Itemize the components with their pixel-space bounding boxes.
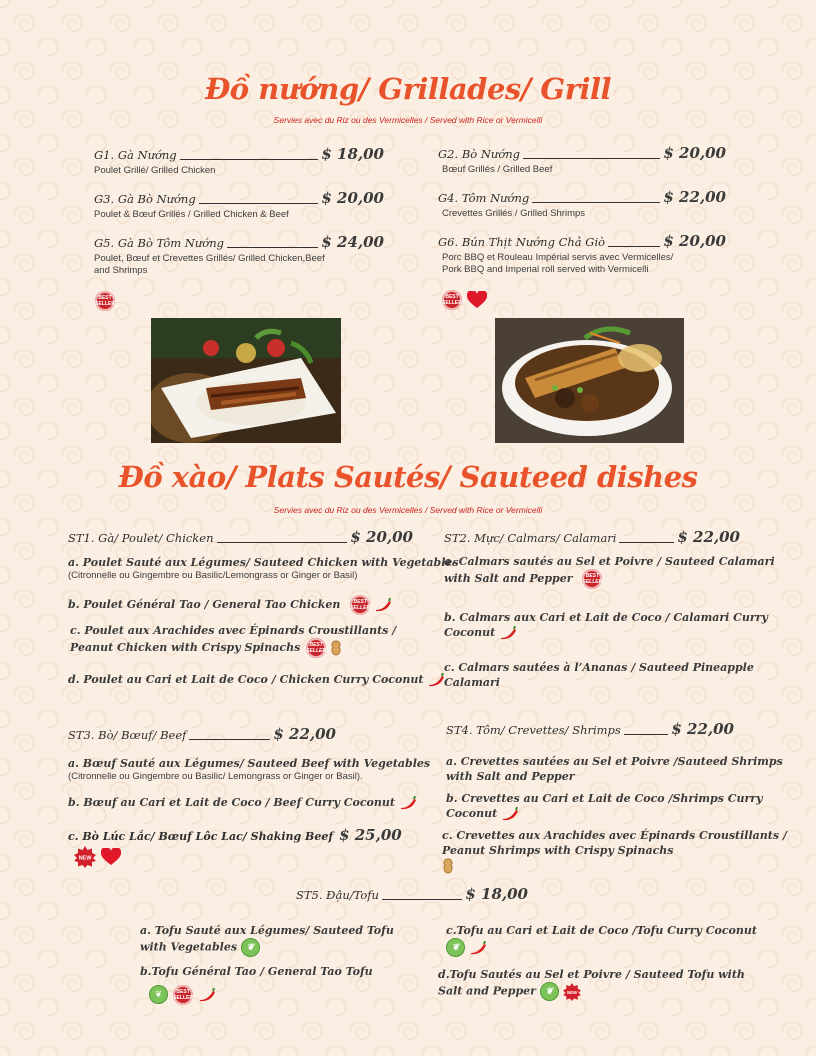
dot-leader [382,899,462,900]
st1-option-c[interactable] [70,623,396,658]
dot-leader [227,247,318,248]
dot-leader [180,159,319,160]
st1-option-b[interactable] [68,595,392,615]
st1-option-a[interactable] [68,555,459,582]
dot-leader [619,542,674,543]
best-seller-badge-icon: BEST SELLER [582,569,602,589]
menu-item-g5[interactable] [94,233,384,277]
option-label: a. Poulet Sauté aux Légumes/ Sauteed Chicken with Vegetables [68,556,459,569]
item-name: ST5. Đậu/Tofu [296,888,379,902]
st3-option-c[interactable] [68,826,402,844]
dot-leader [189,739,270,740]
item-price: $ 20,00 [663,144,726,162]
option-label: c. Bò Lúc Lắc/ Bœuf Lôc Lac/ Shaking Beef [68,830,334,843]
item-name: G4. Tôm Nướng [438,191,530,205]
item-name: G5. Gà Bò Tôm Nướng [94,236,224,250]
menu-item-st5[interactable] [296,885,528,903]
item-name: ST2. Mực/ Calmars/ Calamari [444,531,617,545]
st3-badges [74,846,121,868]
option-label: Peanut Chicken with Crispy Spinachs [70,641,301,654]
chili-pepper-icon [374,598,392,612]
item-price: $ 24,00 [321,233,384,251]
option-label: Calamari [444,676,500,689]
new-badge-icon [74,846,96,868]
vegetarian-icon: ❦ [149,985,168,1004]
dot-leader [217,542,348,543]
item-name: G3. Gà Bò Nướng [94,192,196,206]
option-label: b. Poulet Général Tao / General Tao Chicken [68,598,341,611]
option-label: with Vegetables [140,940,238,954]
menu-item-g1[interactable] [94,145,384,177]
menu-item-st4[interactable] [446,720,734,738]
st3-option-a[interactable] [68,756,430,783]
option-label: with Salt and Pepper [446,770,575,783]
st2-option-a[interactable] [444,554,775,589]
best-seller-badge-icon: BEST SELLER [95,291,115,311]
vermicelli-bowl-photo [495,318,684,443]
menu-item-st1[interactable] [68,528,413,546]
item-price: $ 20,00 [350,528,413,546]
peanut-icon [330,640,342,656]
heart-icon [467,291,487,309]
item-price: $ 18,00 [465,885,528,903]
st5-option-d[interactable] [438,967,745,1001]
item-name: ST3. Bò/ Bœuf/ Beef [68,728,187,742]
option-label: b. Crevettes au Cari et Lait de Coco /Shrimps Curry [446,792,763,805]
item-name: ST1. Gà/ Poulet/ Chicken [68,531,214,545]
vegetarian-icon: ❦ [446,938,465,957]
dot-leader [608,246,660,247]
option-label: b.Tofu Général Tao / General Tao Tofu [140,965,373,978]
dot-leader [532,202,660,203]
st4-option-b[interactable] [446,791,762,821]
item-description-line: Poulet, Bœuf et Crevettes Grillés/ Grilled Chicken,Beef [94,253,325,264]
option-label: b. Bœuf au Cari et Lait de Coco / Beef Curry Coconut [68,796,395,809]
item-price: $ 22,00 [273,725,336,743]
sauteed-section-subtitle: Servies avec du Riz ou des Vermicelles / Served with Rice or Vermicelli [273,505,543,515]
item-name: ST4. Tôm/ Crevettes/ Shrimps [446,723,621,737]
best-seller-badge-icon: BEST SELLER [442,290,462,310]
item-description-line: Porc BBQ et Rouleau Impérial servis avec Vermicelles/ [442,252,674,263]
item-price: $ 22,00 [663,188,726,206]
vegetarian-icon: ❦ [540,982,559,1001]
item-price: $ 20,00 [321,189,384,207]
st5-b-icons [149,984,216,1005]
item-name: G2. Bò Nướng [438,147,521,161]
grill-section-subtitle: Servies avec du Riz ou des Vermicelles / Served with Rice or Vermicelli [273,115,543,125]
new-badge-icon [563,983,581,1001]
item-description [438,252,726,276]
option-label: c. Calmars sautées à l’Ananas / Sauteed Pineapple [444,661,754,674]
st5-option-b[interactable] [140,964,373,979]
menu-item-g2[interactable] [438,144,726,176]
option-note: (Citronnelle ou Gingembre ou Basilic/Lemongrass or Ginger or Basil) [68,570,358,581]
option-label: Peanut Shrimps with Crispy Spinachs [442,844,674,857]
chili-pepper-icon [427,673,445,687]
option-label: c. Poulet aux Arachides avec Épinards Croustillants / [70,624,397,637]
st5-option-a[interactable] [140,923,394,957]
item-description-line: Pork BBQ and Imperial roll served with Vermicelli [442,264,649,275]
option-label: d. Poulet au Cari et Lait de Coco / Chicken Curry Coconut [68,673,424,686]
item-description: Bœuf Grillés / Grilled Beef [442,164,553,175]
dot-leader [624,734,669,735]
g5-badges [95,290,115,311]
option-label: a. Calmars sautés au Sel et Poivre / Sauteed Calamari [444,555,775,568]
item-price: $ 22,00 [677,528,740,546]
sauteed-section-title: Đồ xào/ Plats Sautés/ Sauteed dishes [118,460,698,494]
dot-leader [523,158,660,159]
new-badge-label: NEW [566,989,577,995]
chili-pepper-icon [399,796,417,810]
item-description: Poulet & Bœuf Grillés / Grilled Chicken & Beef [94,209,289,220]
st2-option-c[interactable] [444,660,754,690]
item-price: $ 18,00 [321,145,384,163]
item-name: G1. Gà Nướng [94,148,177,162]
menu-item-st2[interactable] [444,528,740,546]
dot-leader [199,203,319,204]
st4-option-a[interactable] [446,754,783,784]
best-seller-badge-icon: BEST SELLER [173,985,193,1005]
item-price: $ 22,00 [671,720,734,738]
st5-option-c[interactable] [446,923,757,957]
item-price: $ 25,00 [339,826,402,844]
peanut-icon [442,858,454,874]
st1-option-d[interactable] [68,672,445,687]
option-label: a. Tofu Sauté aux Légumes/ Sauteed Tofu [140,924,394,937]
new-badge-label: NEW [78,855,92,862]
option-label: with Salt and Pepper [444,572,573,585]
item-description [94,253,384,277]
option-label: d.Tofu Sautés au Sel et Poivre / Sauteed Tofu with [438,968,745,981]
st4-option-c[interactable] [442,828,787,874]
best-seller-badge-icon: BEST SELLER [306,638,326,658]
menu-item-st3[interactable] [68,725,336,743]
option-label: c.Tofu au Cari et Lait de Coco /Tofu Curry Coconut [446,924,757,937]
item-description-line: and Shrimps [94,265,148,276]
chili-pepper-icon [198,988,216,1002]
chili-pepper-icon [469,941,487,955]
st3-option-b[interactable] [68,795,417,810]
st2-option-b[interactable] [444,610,768,640]
item-name: G6. Bún Thịt Nướng Chả Giò [438,235,606,249]
best-seller-badge-icon: BEST SELLER [350,595,370,615]
option-label: Salt and Pepper [438,984,536,998]
option-label: c. Crevettes aux Arachides avec Épinards Croustillants / [442,829,787,842]
vegetarian-icon: ❦ [241,938,260,957]
g6-badges [442,289,487,310]
option-label: Coconut [444,626,496,639]
option-label: a. Bœuf Sauté aux Légumes/ Sauteed Beef with Vegetables [68,757,431,770]
chili-pepper-icon [499,626,517,640]
menu-item-g4[interactable] [438,188,726,220]
heart-icon [101,848,121,866]
menu-item-g3[interactable] [94,189,384,221]
chili-pepper-icon [501,807,519,821]
item-price: $ 20,00 [663,232,726,250]
item-description: Crevettes Grillés / Grilled Shrimps [442,208,586,219]
option-label: Coconut [446,807,498,820]
grill-section-title: Đồ nướng/ Grillades/ Grill [204,72,612,106]
grill-dish-photo [151,318,341,443]
menu-item-g6[interactable] [438,232,726,276]
option-label: b. Calmars aux Cari et Lait de Coco / Calamari Curry [444,611,768,624]
option-label: a. Crevettes sautées au Sel et Poivre /Sauteed Shrimps [446,755,783,768]
item-description: Poulet Grillé/ Grilled Chicken [94,165,216,176]
option-note: (Citronnelle ou Gingembre ou Basilic/ Lemongrass or Ginger or Basil). [68,771,363,782]
